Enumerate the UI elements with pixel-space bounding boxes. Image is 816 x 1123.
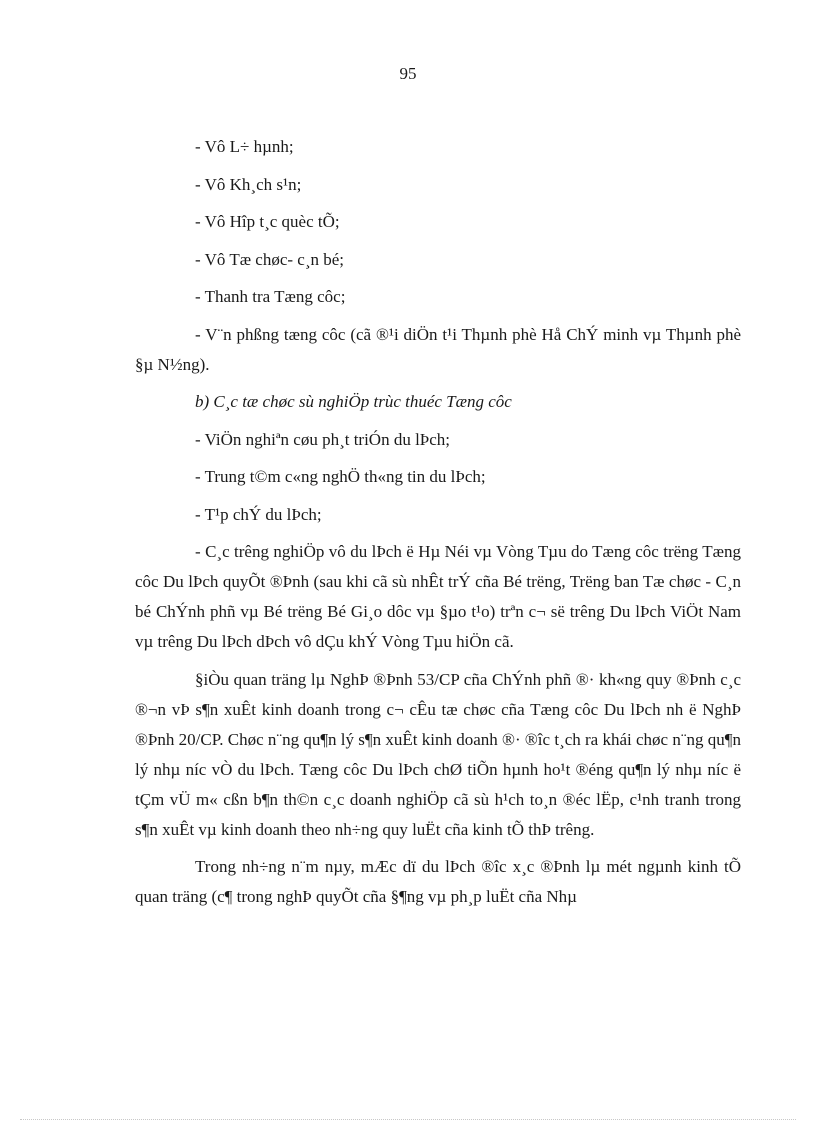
list-item-international-dept: - Vô Hîp t¸c quèc tÕ; xyxy=(195,212,340,231)
list-item-it-center: - Trung t©m c«ng nghÖ th«ng tin du lÞch; xyxy=(195,467,486,486)
paragraph-decree: §iÒu quan träng lµ NghÞ ®Þnh 53/CP cña ChÝnh phñ ®· kh«ng quy ®Þnh c¸c ®¬n vÞ s¶n xuÊt kinh doanh trong c¬ cÊu tæ chøc cña Tæng côc Du lÞch nh ë NghÞ ®Þnh 20/CP. Chøc n¨ng qu¶n lý s¶n xuÊt kinh doanh ®· ®îc t¸ch ra khái chøc n¨ng qu¶n lý nhµ níc vÒ du lÞch. Tæng côc Du lÞch chØ tiÕn hµnh ho¹t ®éng qu¶n lý nhµ níc ë tÇm vÜ m« cßn b¶n th©n c¸c doanh nghiÖp cã sù h¹ch to¸n ®éc lËp, c¹nh tranh trong s¶n xuÊt vµ kinh doanh theo nh÷ng quy luËt cña kinh tÕ thÞ trêng. xyxy=(135,669,741,839)
list-item-travel-dept: - Vô L÷ hµnh; xyxy=(195,137,294,156)
list-item-research-institute: - ViÖn nghiªn cøu ph¸t triÓn du lÞch; xyxy=(195,429,451,449)
section-heading-b: b) C¸c tæ chøc sù nghiÖp trùc thuéc Tæng côc xyxy=(195,392,512,411)
list-item-magazine: - T¹p chÝ du lÞch; xyxy=(195,504,322,524)
page-number: 95 xyxy=(399,64,417,83)
paragraph-recent-years: Trong nh÷ng n¨m nµy, mÆc dï du lÞch ®îc x¸c ®Þnh lµ mét ngµnh kinh tÕ quan träng (c¶ trong nghÞ quyÕt cña §¶ng vµ ph¸p luËt cña Nhµ xyxy=(135,857,741,906)
footer-dotted-line xyxy=(20,1119,796,1120)
page-body xyxy=(135,132,741,920)
paragraph-schools: - C¸c trêng nghiÖp vô du lÞch ë Hµ Néi vµ Vòng Tµu do Tæng côc trëng Tæng côc Du lÞch quyÕt ®Þnh (sau khi cã sù nhÊt trÝ cña Bé trëng, Trëng ban Tæ chøc - C¸n bé ChÝnh phñ vµ Bé trëng Bé Gi¸o dôc vµ §µo t¹o) trªn c¬ së trêng Du lÞch ViÖt Nam vµ trêng Du lÞch dÞch vô dÇu khÝ Vòng Tµu hiÖn cã. xyxy=(135,542,741,651)
list-item-hotel-dept: - Vô Kh¸ch s¹n; xyxy=(195,174,302,194)
paragraph-office: - V¨n phßng tæng côc (cã ®¹i diÖn t¹i Thµnh phè Hå ChÝ minh vµ Thµnh phè §µ N½ng). xyxy=(135,324,741,374)
list-item-personnel-dept: - Vô Tæ chøc- c¸n bé; xyxy=(195,249,345,269)
list-item-inspection: - Thanh tra Tæng côc; xyxy=(195,287,346,306)
